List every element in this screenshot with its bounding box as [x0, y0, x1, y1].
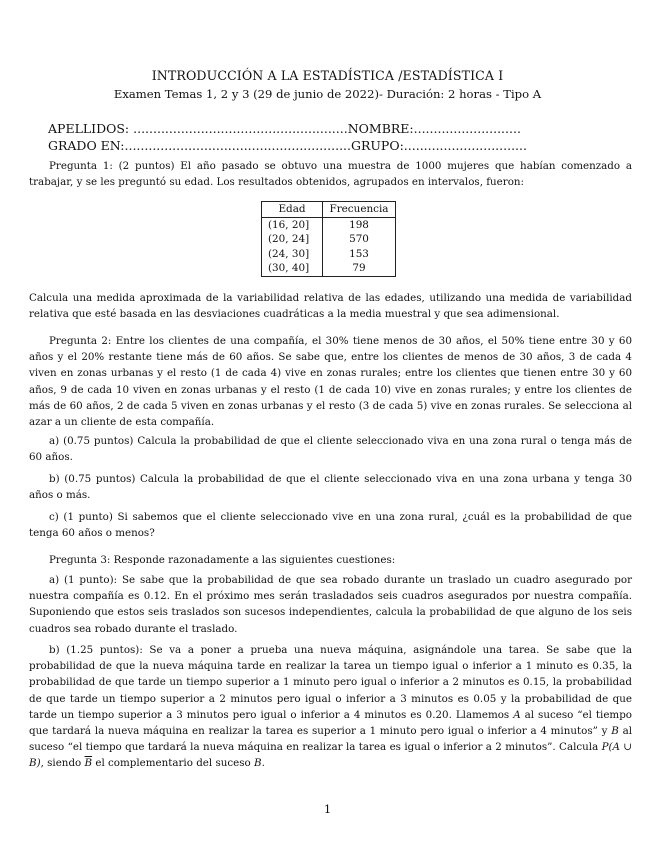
nombre-label: NOMBRE:: [347, 121, 414, 136]
exam-subtitle: Examen Temas 1, 2 y 3 (29 de junio de 2022)- Duración: 2 horas - Tipo A: [113, 87, 542, 101]
table-row: [262, 247, 396, 262]
q3b-end: .: [261, 757, 265, 770]
q3b-formula: P(A ∪ B): [29, 741, 632, 770]
q3-part-b: [29, 642, 632, 772]
fields-row-2: [48, 137, 608, 154]
cell-frecuencia: 79: [323, 261, 396, 276]
q3b-text-2: al suceso “el tiempo que tardará la nueva máquina en realizar la tarea es superior a 1 minuto pero igual o inferior a 4 minutos” y: [29, 708, 632, 738]
cell-frecuencia: 153: [323, 247, 396, 262]
q2-part-c: c) (1 punto) Si sabemos que el cliente seleccionado vive en una zona rural, ¿cuál es la probabilidad de que tenga 60 años o menos?: [29, 511, 632, 540]
cell-edad: (30, 40]: [262, 261, 323, 276]
student-fields: [48, 120, 608, 154]
q3b-event-a: A: [513, 708, 521, 721]
apellidos-label: APELLIDOS:: [48, 121, 130, 136]
table-header-row: [262, 202, 396, 218]
table-row: [262, 232, 396, 247]
cell-edad: (16, 20]: [262, 217, 323, 232]
grupo-label: GRUPO:: [350, 138, 404, 153]
q2-part-b: b) (0.75 puntos) Calcula la probabilidad de que el cliente seleccionado viva en una zona urbana y tenga 30 años o más.: [29, 473, 632, 502]
exam-title: INTRODUCCIÓN A LA ESTADÍSTICA /ESTADÍSTICA I: [151, 68, 504, 83]
table-row: [262, 217, 396, 232]
q3-label: Pregunta 3:: [49, 554, 111, 566]
q3b-event-b2: B: [254, 757, 262, 770]
exam-header: [0, 68, 655, 102]
q2-text: Entre los clientes de una compañía, el 30% tiene menos de 30 años, el 50% tiene entre 30 y 60 años y el 20% restante tiene más de 60 años. Se sabe que, entre los clientes de menos de 30 años, 3 de cada 4 viven en zonas urbanas y el resto (1 de cada 4) vive en zonas rurales; entre los clientes que tienen entre 30 y 60 años, 9 de cada 10 viven en zonas urbanas y el resto (1 de cada 10) vive en zonas rurales; y entre los clientes de más de 60 años, 2 de cada 5 viven en zonas urbanas y el resto (3 de cada 5) vive en zonas rurales. Se selecciona al azar a un cliente de esta compañía.: [29, 335, 632, 429]
q3b-event-b: B: [611, 725, 619, 738]
cell-edad: (20, 24]: [262, 232, 323, 247]
q3b-text-5: el complementario del suceso: [95, 757, 251, 770]
col-header-frecuencia: Frecuencia: [323, 202, 396, 218]
fields-row-1: [48, 120, 608, 137]
q1-text: (2 puntos) El año pasado se obtuvo una muestra de 1000 mujeres que habían comenzado a trabajar, y se les preguntó su edad. Los resultados obtenidos, agrupados en intervalos, fueron:: [29, 160, 632, 189]
page-number: 1: [323, 802, 332, 816]
q3-statement: [29, 552, 632, 568]
q3-part-a: a) (1 punto): Se sabe que la probabilidad de que sea robado durante un traslado un cuadro asegurado por nuestra compañía es 0.12. En el próximo mes serán trasladados seis cuadros asegurados por nuestra compañía. Suponiendo que estos seis traslados son sucesos independientes, calcula la probabilidad de que alguno de los seis cuadros sea robado durante el traslado.: [29, 574, 632, 635]
q3-intro: Responde razonadamente a las siguientes cuestiones:: [113, 554, 396, 566]
q2-statement: [29, 333, 632, 430]
grado-label: GRADO EN:: [48, 138, 125, 153]
nombre-field: ...........................: [413, 121, 521, 136]
frequency-table: [261, 201, 396, 277]
q2-part-a: a) (0.75 puntos) Calcula la probabilidad de que el cliente seleccionado viva en una zona rural o tenga más de 60 años.: [29, 435, 632, 464]
q1-question: Calcula una medida aproximada de la variabilidad relativa de las edades, utilizando una medida de variabilidad relativa que esté basada en las desviaciones cuadráticas a la media muestral y que sea adimensional.: [29, 292, 632, 321]
col-header-edad: Edad: [262, 202, 323, 218]
q2-label: Pregunta 2:: [49, 335, 112, 347]
cell-frecuencia: 198: [323, 217, 396, 232]
q3b-text-1: b) (1.25 puntos): Se va a poner a prueba una nueva máquina, asignándole una tarea. Se sabe que la probabilidad de que la nueva máquina tarde en realizar la tarea un tiempo igual o inferior a 1 minuto es 0.35, la probabilidad de que tarde un tiempo superior a 1 minuto pero igual o inferior a 2 minutos es 0.15, la probabilidad de que tarde un tiempo superior a 2 minutos pero igual o inferior a 3 minutos es 0.05 y la probabilidad de que tarde un tiempo superior a 3 minutos pero igual o inferior a 4 minutos es 0.20. Llamemos: [29, 644, 632, 721]
cell-edad: (24, 30]: [262, 247, 323, 262]
table-row: [262, 261, 396, 276]
grado-field: .........................................................: [124, 138, 351, 153]
q3b-complement-b: $\overline{B}$: [84, 757, 93, 770]
q3b-text-4: , siendo: [40, 757, 82, 770]
q3b-text-3: al suceso “el tiempo que tardará la nueva máquina en realizar la tarea es igual o inferior a 2 minutos”. Calcula: [29, 725, 632, 754]
cell-frecuencia: 570: [323, 232, 396, 247]
apellidos-field: ......................................................: [133, 121, 348, 136]
q1-statement: [29, 158, 632, 190]
grupo-field: ...............................: [403, 138, 527, 153]
q1-label: Pregunta 1:: [49, 160, 113, 172]
